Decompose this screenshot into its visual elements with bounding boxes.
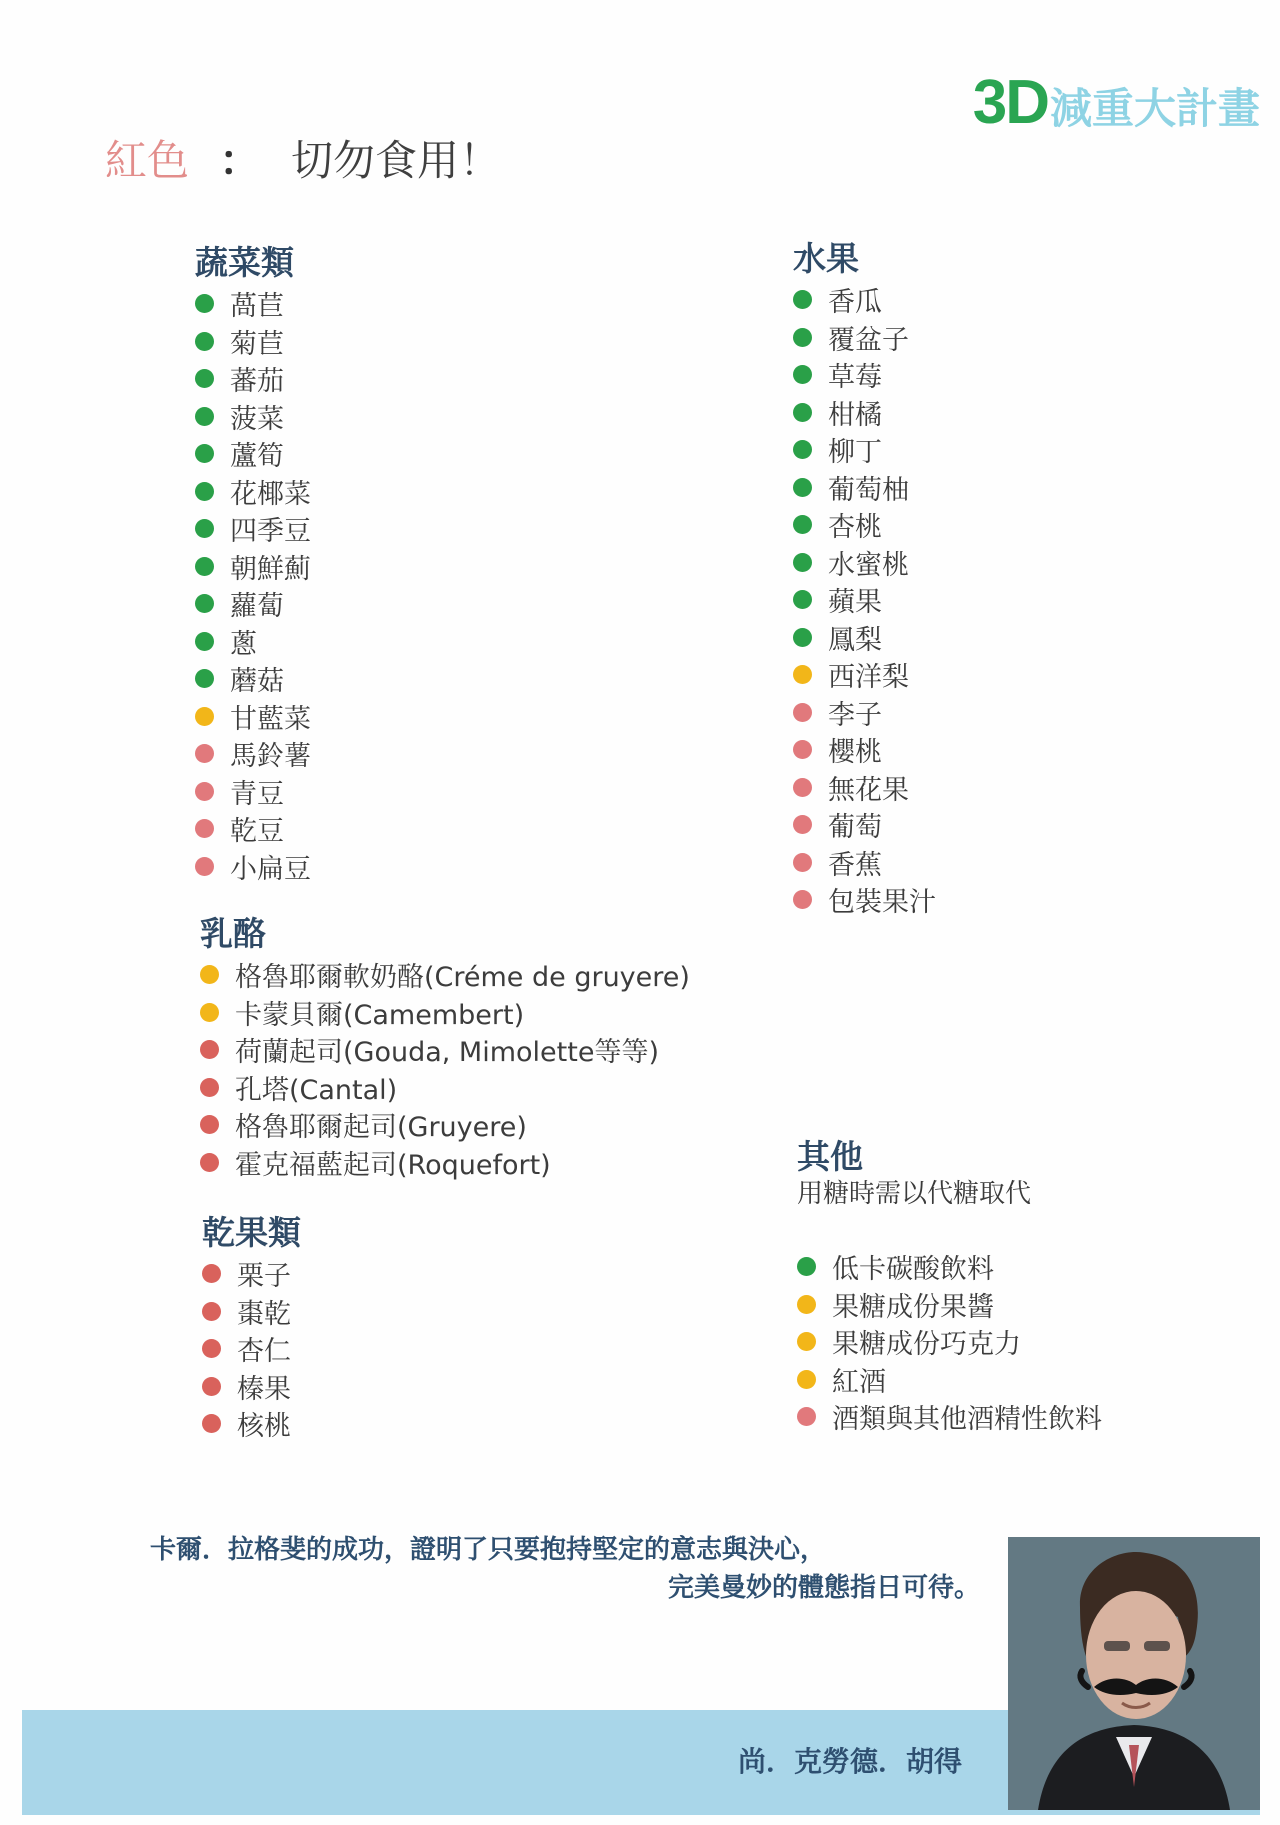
list-item — [797, 1361, 1102, 1399]
list-item — [195, 548, 311, 586]
list-item — [793, 881, 936, 919]
list-item-label: 果糖成份巧克力 — [832, 1329, 1021, 1361]
headline-instruction: 切勿食用！ — [291, 136, 502, 185]
quote-line-2: 完美曼妙的體態指日可待。 — [667, 1572, 980, 1603]
list-item-label: 四季豆 — [230, 516, 311, 548]
list-item-label: 蘆筍 — [230, 441, 284, 473]
list-item — [195, 660, 311, 698]
pink-dot-icon — [195, 744, 214, 763]
list-item-label: 朝鮮薊 — [230, 553, 311, 585]
list-item — [793, 581, 936, 619]
list-item — [195, 773, 311, 811]
green-dot-icon — [195, 669, 214, 688]
list-item — [195, 360, 311, 398]
portrait-illustration — [1008, 1537, 1260, 1810]
list-item — [793, 769, 936, 807]
pink-dot-icon — [793, 815, 812, 834]
list-item-label: 孔塔(Cantal) — [235, 1074, 398, 1106]
list-item — [793, 431, 936, 469]
list-item-label: 蕃茄 — [230, 366, 284, 398]
list-item — [793, 694, 936, 732]
green-dot-icon — [195, 332, 214, 351]
list-item — [195, 735, 311, 773]
list-item — [202, 1368, 301, 1406]
list-item — [195, 585, 311, 623]
green-dot-icon — [793, 553, 812, 572]
list-item — [195, 848, 311, 886]
list-item-label: 花椰菜 — [230, 478, 311, 510]
list-item — [797, 1248, 1102, 1286]
list-item-label: 菠菜 — [230, 403, 284, 435]
salmon-dot-icon — [202, 1414, 221, 1433]
green-dot-icon — [195, 632, 214, 651]
list-item-label: 蔥 — [230, 628, 257, 660]
quote-line-1: 卡爾．拉格斐的成功，證明了只要抱持堅定的意志與決心， — [150, 1535, 827, 1565]
other-subtitle: 用糖時需以代糖取代 — [797, 1179, 1032, 1209]
list-item — [793, 806, 936, 844]
nuts-section — [202, 1213, 301, 1443]
page-headline — [105, 136, 502, 185]
list-item-label: 馬鈴薯 — [230, 741, 311, 773]
list-item-label: 鳳梨 — [828, 624, 882, 656]
green-dot-icon — [797, 1257, 816, 1276]
green-dot-icon — [195, 519, 214, 538]
list-item-label: 蘿蔔 — [230, 591, 284, 623]
list-item-label: 小扁豆 — [230, 853, 311, 885]
headline-color-word: 紅色 — [105, 136, 190, 185]
list-item-label: 葡萄 — [828, 812, 882, 844]
list-item-label: 柳丁 — [828, 437, 882, 469]
list-item-label: 覆盆子 — [828, 324, 909, 356]
list-item — [195, 398, 311, 436]
list-item — [200, 1106, 690, 1144]
salmon-dot-icon — [202, 1377, 221, 1396]
list-item-label: 青豆 — [230, 778, 284, 810]
list-item-label: 香蕉 — [828, 849, 882, 881]
pink-dot-icon — [195, 857, 214, 876]
list-item — [195, 810, 311, 848]
green-dot-icon — [793, 403, 812, 422]
list-item-label: 棗乾 — [237, 1298, 291, 1330]
list-item — [200, 1069, 690, 1107]
list-item — [793, 544, 936, 582]
list-item-label: 草莓 — [828, 362, 882, 394]
green-dot-icon — [793, 515, 812, 534]
list-item-label: 水蜜桃 — [828, 549, 909, 581]
list-item-label: 甘藍菜 — [230, 703, 311, 735]
list-item-label: 杏桃 — [828, 512, 882, 544]
list-item — [200, 1144, 690, 1182]
list-item-label: 蘋果 — [828, 587, 882, 619]
brand-prefix: 3D — [972, 68, 1048, 137]
pink-dot-icon — [195, 819, 214, 838]
list-item-label: 杏仁 — [237, 1336, 291, 1368]
list-item — [195, 698, 311, 736]
list-item — [793, 356, 936, 394]
salmon-dot-icon — [200, 1040, 219, 1059]
yellow-dot-icon — [793, 665, 812, 684]
list-item — [793, 844, 936, 882]
list-item-label: 格魯耶爾起司(Gruyere) — [235, 1112, 527, 1144]
list-item — [195, 510, 311, 548]
pink-dot-icon — [793, 740, 812, 759]
green-dot-icon — [195, 294, 214, 313]
salmon-dot-icon — [200, 1115, 219, 1134]
quote — [150, 1532, 980, 1607]
nuts-title: 乾果類 — [202, 1213, 301, 1252]
pink-dot-icon — [797, 1407, 816, 1426]
cheese-section — [200, 914, 690, 1181]
fruits-section — [793, 239, 936, 919]
yellow-dot-icon — [797, 1332, 816, 1351]
list-item — [200, 994, 690, 1032]
signature: 尚．克勞德．胡得 — [738, 1745, 963, 1778]
list-item-label: 紅酒 — [832, 1366, 886, 1398]
list-item-label: 萵苣 — [230, 291, 284, 323]
green-dot-icon — [793, 478, 812, 497]
green-dot-icon — [793, 328, 812, 347]
list-item — [195, 473, 311, 511]
portrait-photo — [1008, 1537, 1260, 1810]
list-item-label: 西洋梨 — [828, 662, 909, 694]
pink-dot-icon — [793, 778, 812, 797]
green-dot-icon — [793, 628, 812, 647]
green-dot-icon — [195, 557, 214, 576]
list-item — [195, 323, 311, 361]
pink-dot-icon — [793, 703, 812, 722]
vegetables-title: 蔬菜類 — [195, 243, 294, 282]
yellow-dot-icon — [797, 1295, 816, 1314]
pink-dot-icon — [793, 890, 812, 909]
other-section — [797, 1137, 1102, 1436]
list-item — [200, 1031, 690, 1069]
list-item — [793, 656, 936, 694]
vegetables-list — [195, 285, 311, 885]
list-item — [793, 469, 936, 507]
list-item-label: 霍克福藍起司(Roquefort) — [235, 1149, 551, 1181]
yellow-dot-icon — [195, 707, 214, 726]
list-item-label: 果糖成份果醬 — [832, 1291, 994, 1323]
vegetables-section — [195, 243, 311, 885]
other-title: 其他 — [797, 1137, 863, 1176]
list-item-label: 蘑菇 — [230, 666, 284, 698]
cheese-title: 乳酪 — [200, 914, 266, 953]
list-item-label: 酒類與其他酒精性飲料 — [832, 1404, 1102, 1436]
list-item — [195, 285, 311, 323]
list-item — [202, 1330, 301, 1368]
yellow-dot-icon — [200, 1003, 219, 1022]
list-item — [797, 1323, 1102, 1361]
salmon-dot-icon — [202, 1264, 221, 1283]
list-item — [793, 319, 936, 357]
list-item — [202, 1405, 301, 1443]
green-dot-icon — [793, 365, 812, 384]
list-item-label: 低卡碳酸飲料 — [832, 1254, 994, 1286]
nuts-list — [202, 1255, 301, 1443]
list-item — [793, 506, 936, 544]
headline-separator: ： — [219, 136, 262, 185]
other-list — [797, 1248, 1102, 1436]
pink-dot-icon — [793, 853, 812, 872]
list-item — [200, 956, 690, 994]
list-item — [195, 435, 311, 473]
list-item — [797, 1286, 1102, 1324]
green-dot-icon — [195, 369, 214, 388]
green-dot-icon — [195, 444, 214, 463]
list-item-label: 櫻桃 — [828, 737, 882, 769]
green-dot-icon — [195, 482, 214, 501]
list-item — [793, 731, 936, 769]
green-dot-icon — [793, 440, 812, 459]
yellow-dot-icon — [797, 1370, 816, 1389]
yellow-dot-icon — [200, 965, 219, 984]
list-item-label: 乾豆 — [230, 816, 284, 848]
list-item-label: 榛果 — [237, 1373, 291, 1405]
list-item — [797, 1398, 1102, 1436]
list-item-label: 格魯耶爾軟奶酪(Créme de gruyere) — [235, 962, 690, 994]
list-item — [793, 394, 936, 432]
fruits-title: 水果 — [793, 239, 859, 278]
salmon-dot-icon — [202, 1302, 221, 1321]
fruits-list — [793, 281, 936, 919]
list-item-label: 包裝果汁 — [828, 887, 936, 919]
salmon-dot-icon — [200, 1078, 219, 1097]
list-item-label: 柑橘 — [828, 399, 882, 431]
green-dot-icon — [195, 407, 214, 426]
cheese-list — [200, 956, 690, 1181]
list-item — [202, 1293, 301, 1331]
brand-logo — [972, 68, 1260, 137]
list-item — [195, 623, 311, 661]
green-dot-icon — [793, 290, 812, 309]
list-item-label: 栗子 — [237, 1261, 291, 1293]
list-item — [793, 619, 936, 657]
list-item-label: 核桃 — [237, 1411, 291, 1443]
salmon-dot-icon — [202, 1339, 221, 1358]
list-item — [202, 1255, 301, 1293]
list-item-label: 卡蒙貝爾(Camembert) — [235, 999, 525, 1031]
brand-title: 減重大計畫 — [1049, 84, 1260, 133]
list-item-label: 香瓜 — [828, 287, 882, 319]
green-dot-icon — [195, 594, 214, 613]
list-item-label: 菊苣 — [230, 328, 284, 360]
list-item — [793, 281, 936, 319]
pink-dot-icon — [195, 782, 214, 801]
list-item-label: 葡萄柚 — [828, 474, 909, 506]
list-item-label: 李子 — [828, 699, 882, 731]
salmon-dot-icon — [200, 1153, 219, 1172]
green-dot-icon — [793, 590, 812, 609]
list-item-label: 荷蘭起司(Gouda, Mimolette等等) — [235, 1037, 659, 1069]
list-item-label: 無花果 — [828, 774, 909, 806]
